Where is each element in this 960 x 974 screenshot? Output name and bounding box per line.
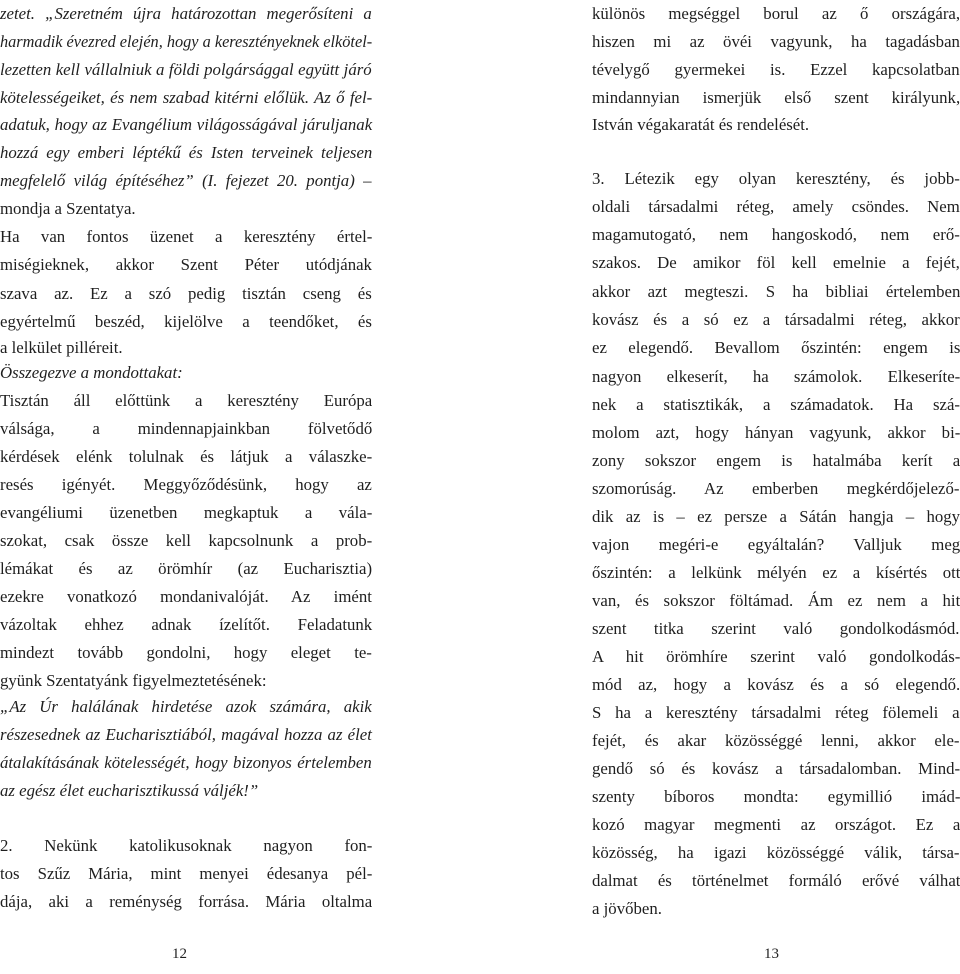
text-line: A hit örömhíre szerint való gondolkodás- <box>592 647 960 666</box>
text-line: „Az Úr halálának hirdetése azok számára, akik <box>0 697 372 716</box>
text-line: S ha a keresztény társadalmi réteg fölemeli a <box>592 703 960 722</box>
text-line: hozzá egy emberi léptékű és Isten terveinek teljesen <box>0 143 373 162</box>
text-line: resés igényét. Meggyőződésünk, hogy az <box>0 475 372 494</box>
text-line: tévelygő gyermekei is. Ezzel kapcsolatban <box>592 60 960 79</box>
text-line: kovász és a só ez a társadalmi réteg, akkor <box>592 310 960 329</box>
text-line: mód az, hogy a kovász és a só elegendő. <box>592 675 960 694</box>
text-line: hiszen mi az övéi vagyunk, ha tagadásban <box>592 32 960 51</box>
text-line: mondja a Szentatya. <box>0 199 136 218</box>
text-line: zony sokszor engem is hatalmába kerít a <box>592 451 960 470</box>
text-line: gyünk Szentatyánk figyelmeztetésének: <box>0 671 267 690</box>
text-line: 2. Nekünk katolikusoknak nagyon fon- <box>0 836 373 855</box>
text-line: megfelelő világ építéséhez” (I. fejezet 20. pontja) – <box>0 171 372 190</box>
text-line: vázoltak ehhez adnak ízelítőt. Feladatunk <box>0 615 373 634</box>
text-line: harmadik évezred elején, hogy a keresztényeknek elkötel- <box>0 32 373 51</box>
text-line: lezetten kell vállalniuk a földi polgársággal együtt járó <box>0 60 372 79</box>
text-line: kérdések elénk tolulnak és látjuk a válaszke- <box>0 447 373 466</box>
text-line: akkor azt megteszi. S ha bibliai értelemben <box>592 282 960 301</box>
text-line: szakos. De amikor föl kell emelnie a fejét, <box>592 253 960 272</box>
text-line: szava az. Ez a szó pedig tisztán cseng és <box>0 284 372 303</box>
text-line: egyértelmű beszéd, kijelölve a teendőket, és <box>0 312 372 331</box>
text-line: ezekre vonatkozó mondanivalóját. Az imént <box>0 587 372 606</box>
text-line: molom azt, hogy hányan vagyunk, akkor bi- <box>592 423 960 442</box>
text-line: gendő só és kovász a társadalomban. Mind- <box>592 759 960 778</box>
text-line: zetet. „Szeretném újra határozottan megerősíteni a <box>0 4 372 23</box>
text-line: Tisztán áll előttünk a keresztény Európa <box>0 391 373 410</box>
text-line: szenty bíboros mondta: egymillió imád- <box>592 787 960 806</box>
text-line: kozó magyar megmenti az országot. Ez a <box>592 815 960 834</box>
text-line: dalmat és történelmet formáló erővé válhat <box>592 871 960 890</box>
text-line: adatuk, hogy az Evangélium világosságával járuljanak <box>0 115 373 134</box>
text-line: a lelkület pilléreit. <box>0 338 123 357</box>
text-line: válsága, a mindennapjainkban fölvetődő <box>0 419 373 438</box>
text-line: különös megséggel borul az ő országára, <box>592 4 960 23</box>
text-line: oldali társadalmi réteg, amely csöndes. Nem <box>592 197 960 216</box>
text-line: István végakaratát és rendelését. <box>592 115 810 134</box>
text-line: nagyon elkeserít, ha számolok. Elkeseríte- <box>592 367 960 386</box>
text-line: az egész élet eucharisztikussá váljék!” <box>0 781 259 800</box>
text-line: szokat, csak össze kell kapcsolnunk a prob- <box>0 531 373 550</box>
text-line: kötelességeiket, és nem szabad kitérni előlük. Az ő fel- <box>0 88 373 107</box>
text-line: miségieknek, akkor Szent Péter utódjának <box>0 255 372 274</box>
text-line: részesednek az Eucharisztiából, magával hozza az élet <box>0 725 372 744</box>
text-line: átalakításának kötelességét, hogy bizonyos értelemben <box>0 753 372 772</box>
text-line: mindannyian ismerjük első szent királyunk, <box>592 88 960 107</box>
text-line: fejét, és akar közösséggé lenni, akkor ele- <box>592 731 960 750</box>
text-line: magamutogató, nem hangoskodó, nem erő- <box>592 225 960 244</box>
text-line: Ha van fontos üzenet a keresztény értel- <box>0 227 373 246</box>
text-line: 3. Létezik egy olyan keresztény, és jobb- <box>592 169 960 188</box>
text-line: lémákat és az örömhír (az Eucharisztia) <box>0 559 373 578</box>
text-line: őszintén: a lelkünk mélyén ez a kísértés ott <box>592 563 960 582</box>
text-line: tos Szűz Mária, mint menyei édesanya pél- <box>0 864 373 883</box>
text-line: dik az is – ez persze a Sátán hangja – hogy <box>592 507 960 526</box>
text-line: mindezt tovább gondolni, hogy eleget te- <box>0 643 372 662</box>
text-line: van, és sokszor föltámad. Ám ez nem a hit <box>592 591 960 610</box>
text-line: szent titka szerint való gondolkodásmód. <box>592 619 960 638</box>
page-number-left: 12 <box>172 946 187 962</box>
text-line: ez elegendő. Bevallom őszintén: engem is <box>592 338 960 357</box>
text-line: nek a statisztikák, a számadatok. Ha szá- <box>592 395 960 414</box>
text-line: evangéliumi üzenetben megkaptuk a vála- <box>0 503 373 522</box>
text-line: vajon megéri-e egyáltalán? Valljuk meg <box>592 535 960 554</box>
text-line: szomorúság. Az emberben megkérdőjelező- <box>592 479 960 498</box>
text-line: a jövőben. <box>592 899 662 918</box>
text-line: közösség, ha igazi közösséggé válik, társa- <box>592 843 960 862</box>
text-line: dája, aki a reménység forrása. Mária oltalma <box>0 892 373 911</box>
page-number-right: 13 <box>764 946 779 962</box>
text-line: Összegezve a mondottakat: <box>0 363 183 382</box>
